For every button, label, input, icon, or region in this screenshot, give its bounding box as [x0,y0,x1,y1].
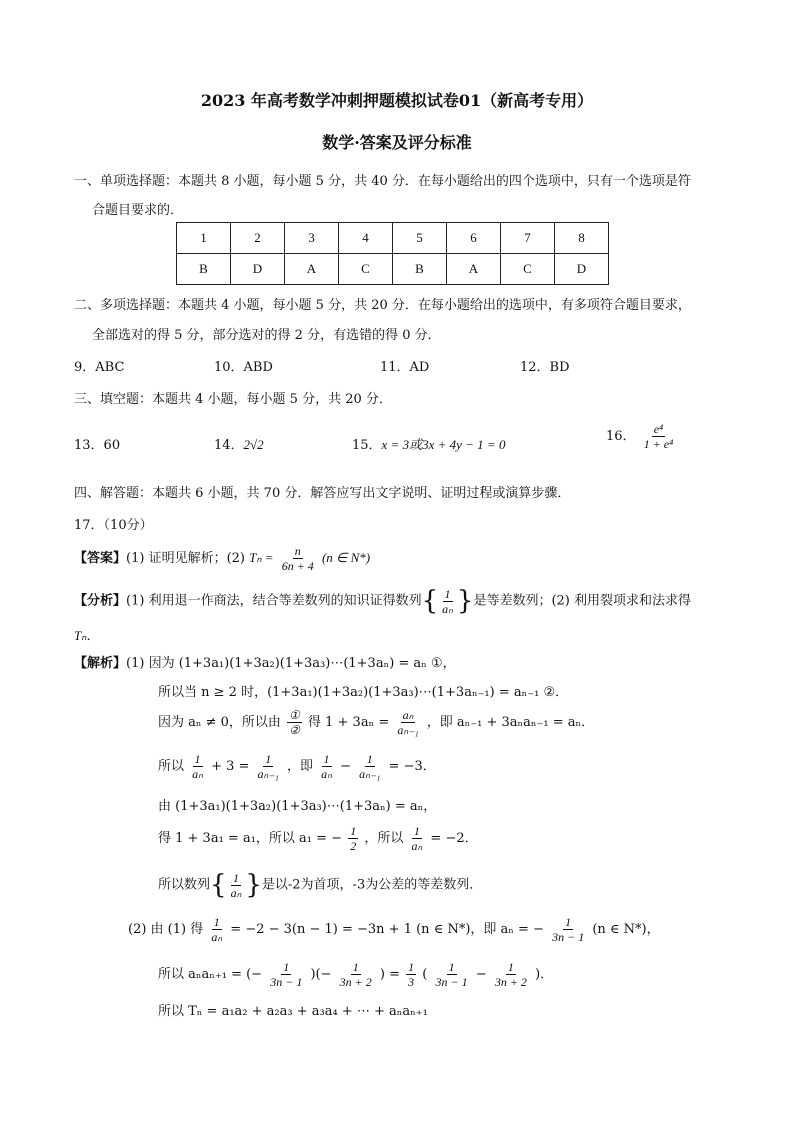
denominator: aₙ₋₁ [359,767,381,781]
answer-q13: 13．60 [74,438,121,453]
denominator: 3n − 1 [552,930,585,944]
solution-text: 得 1 + 3a₁ = a₁，所以 a₁ = − [158,831,343,846]
right-brace: } [245,870,262,900]
solution-line-5: 由 (1+3a₁)(1+3a₂)(1+3a₃)⋯(1+3aₙ) = aₙ， [158,799,437,814]
denominator: aₙ [442,601,453,616]
numerator: 1 [232,870,239,885]
solution-text: ( [422,967,428,982]
numerator: 1 [265,752,272,766]
answer-q11: 11．AD [380,360,430,375]
denominator: aₙ [411,839,423,853]
answer-q16 [606,422,677,451]
answer-q14 [214,434,264,453]
solution-text: ) = [379,967,401,982]
fraction [357,752,382,781]
solution-line-10: 所以 Tₙ = a₁a₂ + a₂a₃ + a₃a₄ + ⋯ + aₙaₙ₊₁ [158,1004,428,1019]
fraction [268,960,304,989]
solution-text: = −2． [430,831,478,846]
solution-line-1 [74,652,456,671]
solution-text: + 3 = [211,759,250,774]
numerator: 1 [213,915,220,929]
fraction [209,915,224,944]
question-number: 14． [214,438,244,453]
table-cell: A [447,254,501,285]
denominator: 1 + e⁴ [643,437,674,451]
solution-tag: 【解析】 [74,656,127,671]
denominator: 2 [350,839,357,853]
solution-text: 所以 aₙaₙ₊₁ = (− [158,967,263,982]
right-brace: } [456,586,474,616]
section3-heading: 三、填空题：本题共 4 小题，每小题 5 分，共 20 分． [74,392,392,407]
answer-q9: 9．ABC [74,360,125,375]
denominator: aₙ [321,767,332,781]
answer-table-numbers [177,223,609,254]
analysis-text: 是等差数列；(2) 利用裂项求和法求得 [473,593,692,609]
table-cell: C [501,254,555,285]
denominator: aₙ [230,885,242,900]
section1-heading: 一、单项选择题：本题共 8 小题，每小题 5 分，共 40 分．在每小题给出的四个选项中，只有一个选项是符 [74,174,691,189]
solution-text: 是以-2为首项，-3为公差的等差数列． [261,877,483,893]
table-cell: D [231,254,285,285]
solution-line-9 [158,960,553,989]
answer-q15 [352,434,505,453]
numerator: 1 [350,824,357,838]
fraction [280,544,316,573]
page-title: 2023 年高考数学冲刺押题模拟试卷01（新高考专用） [200,91,594,110]
answer-text: (1) 证明见解析；(2) [126,551,245,566]
question-17-header: 17．（10分） [74,518,153,533]
solution-text: )． [535,967,554,982]
numerator: 1 [323,752,330,766]
solution-text: ，即 aₙ₋₁ + 3aₙaₙ₋₁ = aₙ． [426,715,595,730]
fraction [642,422,676,451]
numerator: 1 [507,960,514,974]
table-cell: 6 [447,223,501,254]
numerator: 1 [408,960,415,974]
numerator: e⁴ [653,422,664,436]
numerator: 1 [444,586,451,601]
denominator: 3 [408,975,415,989]
numerator: 1 [283,960,290,974]
numerator: n [294,544,301,558]
analysis-line [74,586,691,616]
solution-line-8 [128,915,660,944]
numerator: 1 [413,824,420,838]
table-cell: 4 [339,223,393,254]
solution-text: 因为 aₙ ≠ 0，所以由 [158,715,281,730]
table-cell: 2 [231,223,285,254]
analysis-tag: 【分析】 [74,593,127,609]
solution-text: ，即 [286,759,313,774]
numerator: 1 [194,752,201,766]
fraction [550,915,586,944]
numerator: 1 [352,960,359,974]
numerator: 1 [565,915,572,929]
solution-text: 所以数列 [158,877,211,893]
fraction [319,752,334,781]
math-expression: (n ∈ N*) [321,550,371,565]
denominator: aₙ [192,767,203,781]
solution-text: = −3． [388,759,436,774]
fraction [395,708,420,737]
numerator: 1 [366,752,373,766]
solution-line-4 [158,752,436,781]
left-brace: { [421,586,439,616]
solution-text: )(− [310,967,332,982]
table-cell: B [393,254,447,285]
solution-line-3 [158,708,594,737]
page-subtitle: 数学·答案及评分标准 [322,133,472,152]
answer-line [74,544,370,573]
question-number: 16． [606,429,636,444]
fraction [493,960,529,989]
numerator: ① [289,708,300,722]
solution-text: ，所以 [364,831,404,846]
section4-heading: 四、解答题：本题共 6 小题，共 70 分．解答应写出文字说明、证明过程或演算步骤． [74,486,571,501]
table-cell: 1 [177,223,231,254]
math-expression: Tₙ = [249,550,274,565]
denominator: ② [289,723,300,737]
analysis-line-cont: Tₙ． [74,628,100,643]
fraction [406,960,416,989]
numerator: aₙ [402,708,414,722]
solution-text: (1) 因为 (1+3a₁)(1+3a₂)(1+3a₃)⋯(1+3aₙ) = aₙ ①， [126,656,456,671]
section1-heading-cont: 合题目要求的． [92,203,184,218]
math-expression: x = 3或3x + 4y − 1 = 0 [381,437,506,452]
section2-heading-cont: 全部选对的得 5 分，部分选对的得 2 分，有选错的得 0 分． [92,328,441,343]
denominator: 3n + 2 [339,975,372,989]
table-cell: D [555,254,609,285]
denominator: 3n − 1 [435,975,468,989]
fraction [190,752,205,781]
fraction [287,708,302,737]
fraction [229,871,244,900]
question-number: 15． [352,438,382,453]
solution-text: (n ∈ N*)， [592,922,660,937]
analysis-text: (1) 利用退一作商法，结合等差数列的知识证得数列 [126,593,422,609]
table-cell: 5 [393,223,447,254]
solution-text: = −2 − 3(n − 1) = −3n + 1 (n ∈ N*)，即 aₙ = − [230,922,544,937]
solution-text: 得 1 + 3aₙ = [307,715,390,730]
denominator: 3n + 2 [494,975,527,989]
table-cell: C [339,254,393,285]
section2-heading: 二、多项选择题：本题共 4 小题，每小题 5 分，共 20 分．在每小题给出的选项中，有多项符合题目要求， [74,298,691,313]
table-cell: 8 [555,223,609,254]
left-brace: { [210,870,227,900]
numerator: 1 [448,960,455,974]
fraction [410,824,425,853]
math-expression: 2√2 [243,437,264,452]
fraction [338,960,374,989]
denominator: 6n + 4 [281,559,314,573]
fraction [348,824,358,853]
denominator: aₙ [211,930,223,944]
table-cell: 3 [285,223,339,254]
solution-line-7 [158,870,482,900]
table-cell: B [177,254,231,285]
denominator: aₙ₋₁ [257,767,279,781]
table-cell: 7 [501,223,555,254]
answer-table-answers [177,254,609,285]
solution-line-6 [158,824,478,853]
answer-q12: 12．BD [520,360,570,375]
solution-text: (2) 由 (1) 得 [128,922,204,937]
fraction [256,752,281,781]
answer-table [176,222,609,285]
table-cell: A [285,254,339,285]
answer-q10: 10．ABD [214,360,273,375]
solution-text: 所以 [158,759,185,774]
solution-text: − [475,967,487,982]
solution-line-2: 所以当 n ≥ 2 时，(1+3a₁)(1+3a₂)(1+3a₃)⋯(1+3aₙ₋₁) = aₙ₋₁ ②． [158,685,569,700]
fraction [434,960,470,989]
answer-tag: 【答案】 [74,551,127,566]
solution-text: − [340,759,351,774]
denominator: aₙ₋₁ [397,723,419,737]
denominator: 3n − 1 [270,975,303,989]
fraction [440,587,455,616]
